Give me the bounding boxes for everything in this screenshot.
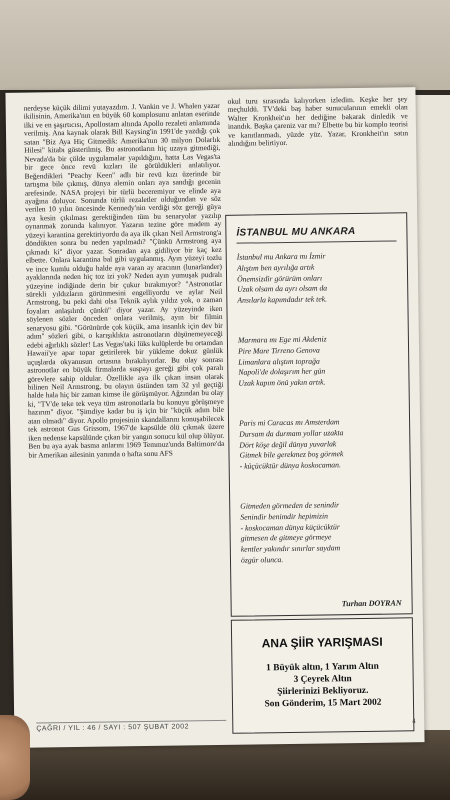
contest-prize-line: 3 Çeyrek Altın <box>293 674 352 685</box>
poem-line: Marmara mı Ege mi Akdeniz <box>237 334 327 345</box>
poem-line: Ansılarla kapımdadır tek tek. <box>237 294 328 305</box>
background-top <box>0 0 450 90</box>
contest-deadline-line: Son Gönderim, 15 Mart 2002 <box>264 697 382 710</box>
poem-title-rule <box>237 240 397 243</box>
poem-line: Paris mi Caracas mı Amsterdam <box>239 417 340 428</box>
poem-line: Gitmeden görmeden de senindir <box>240 500 340 511</box>
poem-line: Uzak olsam da ayrı olsam da <box>237 283 328 295</box>
poem-line: Gitmek bile gerekmez boş görmek <box>239 449 344 461</box>
poem-author: Turhan DOYRAN <box>341 598 402 609</box>
poem-stanza-2 <box>238 333 404 389</box>
issue-footer: ÇAĞRI / YIL : 46 / SAYI : 507 ŞUBAT 2002 <box>36 720 226 733</box>
poem-line: Önemsizdir görürüm onları <box>237 273 323 284</box>
article-right-column-top: okul turu sırasında kalıyorken izledim. Keşke her şey meçhuldü. TV'deki baş haber sunucularının emekli olan Walter Kronkheit'ın her dediğine bakarak dinledik ve inandık. Başka çareniz var mı? Elbette bu bir komplo teorisi ve kanıtlanmadı, yüzde yüz. Yazar, Kronkheit'ın satın alındığını belirtiyor. <box>227 94 409 149</box>
poem-line: Pire Mare Tirreno Genova <box>238 345 320 356</box>
poem-stanza-1 <box>237 250 403 306</box>
poem-line: Dört köşe değil dünya yuvarlak <box>239 438 337 450</box>
contest-box <box>231 617 415 734</box>
page-number: 4 <box>412 717 416 726</box>
poem-stanza-3 <box>239 416 405 472</box>
poem-line: Senindir benimdir hepimizin <box>240 511 328 522</box>
poem-line: Dursam da durmam yollar uzakta <box>239 428 344 439</box>
poem-line: kentler yakındır sınırlar saydam <box>240 543 341 554</box>
contest-call-line: Şiirlerinizi Bekliyoruz. <box>277 685 369 698</box>
poem-line: - küçücüktür dünya koskocaman. <box>239 460 341 471</box>
poem-line: Napoli'de dolaşırım her gün <box>238 366 326 378</box>
article-left-column: nerdeyse küçük dilimi yutayazdım. J. Vankin ve J. Whalen yazar ikilisinin, Amerika'nın en büyük 60 komplosunu anlatan eserinde ilki ve en şaşırtıcısı, Apollostam altında Apollo rezaleti anlamında verilmiş. Ana kaynak olarak Bill Kaysing'in 1991'de yazdığı çok satan "Biz Aya Hiç Gitmedik: Amerika'nın 30 milyon Dolarlık Hilesi" kitabı gösterilmiş. Bu astronotların hiç uzaya gitmediği, Nevada'da bir çölde uygulamalar yapıldığını, hatta Las Vegas'ta bir gece önce revü kızları ile görüldükleri anlatılıyor. Beğendikleri "Peachy Keen" adlı bir revü kızı üzerinde bir tartışma bile çıkmış, dünya alemin onları aya sandığı gecenin arefesinde. NASA projeyi bir türlü beceremiyor ve elinde aya ayağına doluyor. Sonunda türlü rezaletler olduğundan ve söz verilen 10 yılın öncesinde Kennedy'nin verdiği söz gereği güya aya kesin çıkılması gerektiğinden tüm bu senaryolar yazılıp oynanmak zorunda kalınıyor. Yazarın tezine göre madem ay yüzeyi karantina gerektiriyordu da aya ilk çıkan Neil Armstrong'a döndükten sonra bu neden yapılmadı? "Çünkü Armstrong aya çıkmadı ki" diyor yazar. Sonradan aya gidiliyor bir kaç kez elbette. Onlara karantina bal gibi uygulanmış. Ayın yüzeyi tozlu ve ince kumlu olduğu halde aya varan ay aracının (lunarlander) ayaklarında neden hiç toz izi yok? Neden ayın yumuşak pudralı yüzeyine indiğinde derin bir çukur bırakmıyor? "Astronotlar sürekli yıldızların görünmesini engelliyordu ve aylar Neil Armstrong, bu peki dahi olsa Teknik aylık yıldız yok, o zaman foyaları anlaşılırdı çünkü" diyor yazar. Ay yüzeyinde iken söylenen sözler önceden onlara verilmiş, ayın bir filmin senaryosu gibi. "Görünürde çok küçük, ama insanlık için dev bir adım" sözleri gibi, o karışıklıkta astronotların düşünemeyeceği edebi ağırlıklı sözler! Las Vegas'taki lüks kulüplerde bu ortamdan Hawaii'ye apar topar getirilerek bir yükleme dokuz günlük uçuşlarda okyanusun ortasına bırakılıyorlar. Bu olay sonrası astronotlar en büyük firmalarda suspayı gereği gibi çok paralı görevlere sahip oldular. Özellikle aya ilk çıkan insan olarak bilinen Neil Armstrong, bu olayın üstünden tam 32 yıl geçtiği halde hala hiç bir zaman kimse ile görüşmüyor. Ağzından bu olay ki, "TV'de teke tek veya tüm astronotlarla bu konuyu görüşmeye hazırım" diyor. "Şimdiye kadar bu iş için bir "küçük adım bile atan olmadı" diyor. Apollo projesinin skandallarını konuşabilecek tek astronot Gus Grissom, 1967'de kapsülde ölü çıkmak üzere iken nedense kapsülünde çıkan bir yangın sonucu kül olup ölüyor. Ben bu aya ayak basma anlarını 1969 Temmuz'unda Baltimore'da bir Amerikan ailesinin yanında o hafta sonu AFS <box>23 100 225 460</box>
poem-box <box>225 212 413 617</box>
poem-line: özgür olunca. <box>240 555 284 565</box>
contest-prize-line: 1 Büyük altın, 1 Yarım Altın <box>266 661 379 674</box>
poem-line: Alıştım ben ayrılığa artık <box>236 262 315 273</box>
poem-line: gitmesen de gitmeye görmeye <box>240 532 332 544</box>
thumb-photo-artifact <box>0 715 30 800</box>
magazine-page <box>5 87 424 748</box>
poem-line: Uzak kapım önü yakın artık. <box>238 377 326 388</box>
poem-line: - koskocaman dünya küçücüktür <box>240 521 340 533</box>
poem-stanza-4 <box>240 499 406 566</box>
poem-line: İstanbul mu Ankara mı İzmir <box>236 251 326 262</box>
poem-title: İSTANBUL MU ANKARA <box>236 226 356 239</box>
contest-title: ANA ŞİİR YARIŞMASI <box>261 634 383 651</box>
poem-line: Limanlara alıştım toprağa <box>238 356 320 367</box>
